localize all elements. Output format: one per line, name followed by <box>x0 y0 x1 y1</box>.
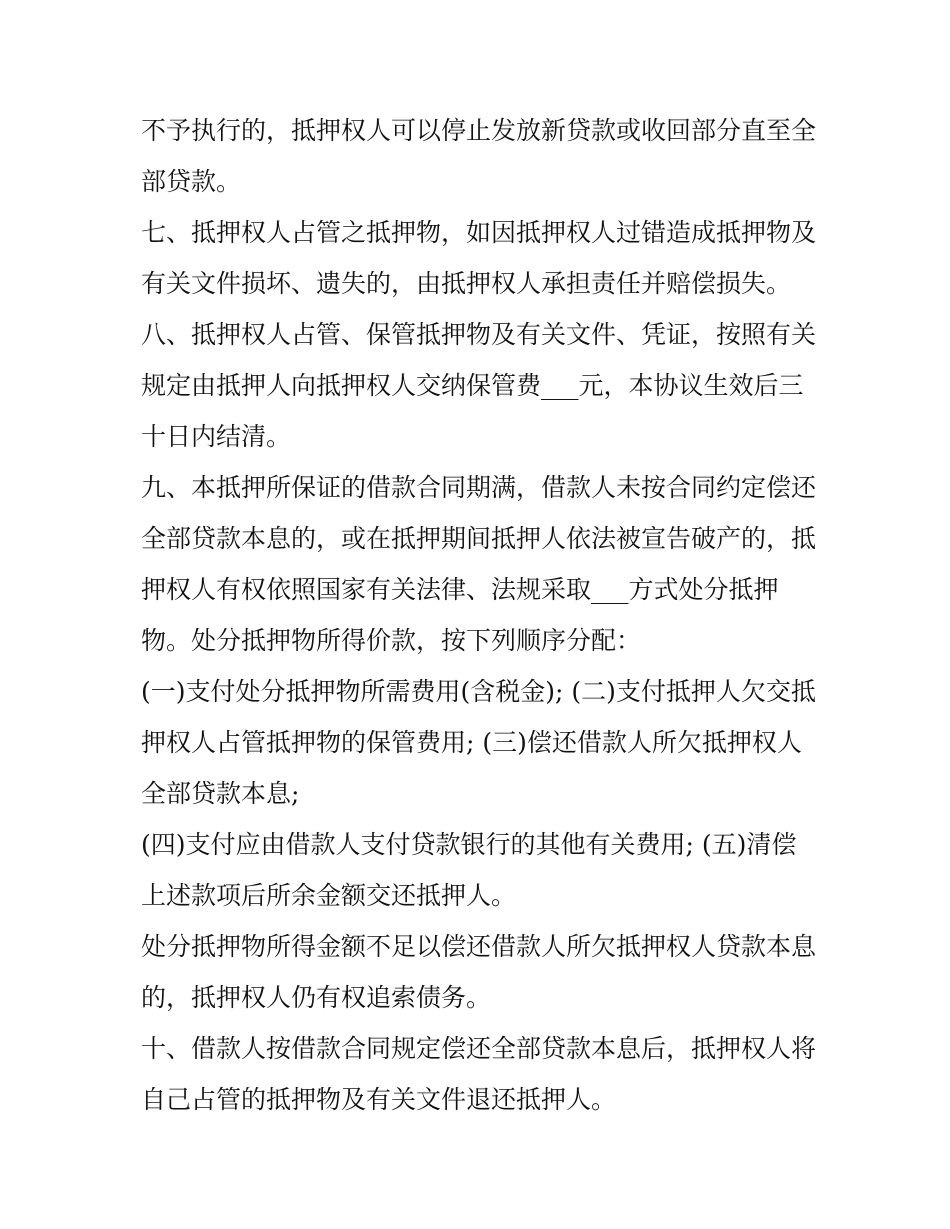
text-line: 不予执行的，抵押权人可以停止发放新贷款或收回部分直至全 <box>141 116 817 145</box>
text-line: 规定由抵押人向抵押权人交纳保管费___元，本协议生效后三 <box>141 371 804 400</box>
distribution-items-1-3 <box>141 666 821 819</box>
text-line: 十、借款人按借款合同规定偿还全部贷款本息后，抵押权人将 <box>141 1034 817 1063</box>
clause-7 <box>141 207 821 309</box>
text-line: 全部贷款本息; <box>141 779 300 808</box>
text-line: (一)支付处分抵押物所需费用(含税金); (二)支付抵押人欠交抵 <box>141 677 816 706</box>
text-line: 物。处分抵押物所得价款，按下列顺序分配： <box>141 626 642 655</box>
text-line: 全部贷款本息的，或在抵押期间抵押人依法被宣告破产的，抵 <box>141 524 817 553</box>
text-line: 八、抵押权人占管、保管抵押物及有关文件、凭证，按照有关 <box>141 320 817 349</box>
clause-8 <box>141 309 821 462</box>
text-line: 押权人有权依照国家有关法律、法规采取___方式处分抵押 <box>141 575 779 604</box>
text-line: 自己占管的抵押物及有关文件退还抵押人。 <box>141 1085 617 1114</box>
text-line: (四)支付应由借款人支付贷款银行的其他有关费用; (五)清偿 <box>141 830 797 859</box>
text-line: 有关文件损坏、遗失的，由抵押权人承担责任并赔偿损失。 <box>141 269 792 298</box>
paragraph-continuation <box>141 105 821 207</box>
distribution-items-4-5 <box>141 819 821 921</box>
shortfall-clause <box>141 921 821 1023</box>
text-line: 九、本抵押所保证的借款合同期满，借款人未按合同约定偿还 <box>141 473 817 502</box>
clause-10 <box>141 1023 821 1125</box>
text-line: 七、抵押权人占管之抵押物，如因抵押权人过错造成抵押物及 <box>141 218 817 247</box>
text-line: 十日内结清。 <box>141 422 292 451</box>
text-line: 处分抵押物所得金额不足以偿还借款人所欠抵押权人贷款本息 <box>141 932 817 961</box>
text-line: 的，抵押权人仍有权追索债务。 <box>141 983 492 1012</box>
text-line: 上述款项后所余金额交还抵押人。 <box>141 881 517 910</box>
text-line: 押权人占管抵押物的保管费用; (三)偿还借款人所欠抵押权人 <box>141 728 802 757</box>
clause-9 <box>141 462 821 666</box>
document-body <box>141 105 821 1125</box>
text-line: 部贷款。 <box>141 167 242 196</box>
